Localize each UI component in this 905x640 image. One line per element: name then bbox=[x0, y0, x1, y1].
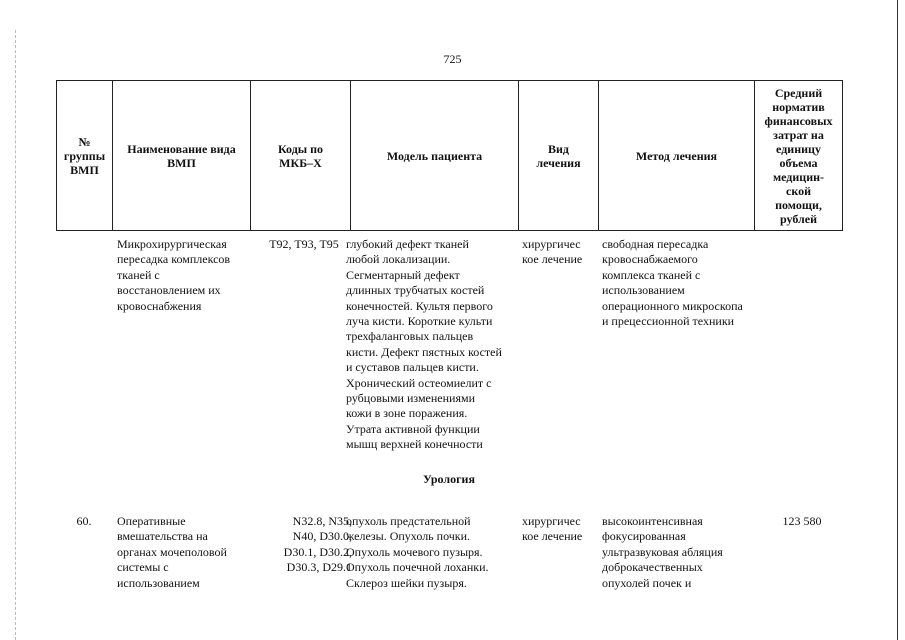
header-vmp-name: Наименование вида ВМП bbox=[113, 81, 251, 231]
header-treatment-type: Вид лечения bbox=[519, 81, 599, 231]
row2-treatment-method: высокоинтенсивная фокусированная ультразвуковая абляция доброкачественных опухолей почек и bbox=[602, 514, 723, 590]
header-group-number: № группы ВМП bbox=[57, 81, 113, 231]
page-number: 725 bbox=[443, 52, 462, 66]
section-heading-urology: Урология bbox=[423, 472, 475, 486]
header-row bbox=[57, 81, 843, 231]
row1-treatment-method: свободная пересадка кровоснабжаемого комплекса тканей с использованием операционного микроскопа и прецессионной техники bbox=[602, 237, 743, 329]
header-average-cost: Средний норматив финансовых затрат на единицу объема медицин- ской помощи, рублей bbox=[755, 81, 843, 231]
scan-right-edge bbox=[897, 0, 898, 640]
header-patient-model: Модель пациента bbox=[351, 81, 519, 231]
header-icd-codes: Коды по МКБ–Х bbox=[251, 81, 351, 231]
row1-vmp-name: Микрохирургическая пересадка комплексов тканей с восстановлением их кровоснабжения bbox=[117, 237, 231, 313]
row2-icd-codes: N32.8, N35, N40, D30.0, D30.1, D30.2, D30.3, D29.1 bbox=[283, 514, 352, 575]
scan-left-edge bbox=[15, 30, 17, 640]
row2-patient-model: опухоль предстательной железы. Опухоль почки. Опухоль мочевого пузыря. Опухоль почечной лоханки. Склероз шейки пузыря. bbox=[346, 514, 489, 590]
row1-treatment-type: хирургичес кое лечение bbox=[522, 237, 583, 267]
row2-group-number: 60. bbox=[76, 514, 92, 528]
row2-vmp-name: Оперативные вмешательства на органах мочеполовой системы с использованием bbox=[117, 514, 227, 590]
header-treatment-method: Метод лечения bbox=[599, 81, 755, 231]
table-header bbox=[56, 80, 843, 231]
row2-treatment-type: хирургичес кое лечение bbox=[522, 514, 583, 544]
row2-average-cost: 123 580 bbox=[782, 514, 822, 528]
row1-patient-model: глубокий дефект тканей любой локализации. Сегментарный дефект длинных трубчатых костей конечностей. Культя первого луча кисти. Короткие культи трехфаланговых пальцев кисти. Дефект пястных костей и суставов пальцев кисти. Хронический остеомиелит с рубцовыми изменениями кожи в зоне поражения. Утрата активной функции мышц верхней конечности bbox=[346, 237, 502, 452]
row1-icd-codes: T92, T93, T95 bbox=[269, 237, 339, 251]
